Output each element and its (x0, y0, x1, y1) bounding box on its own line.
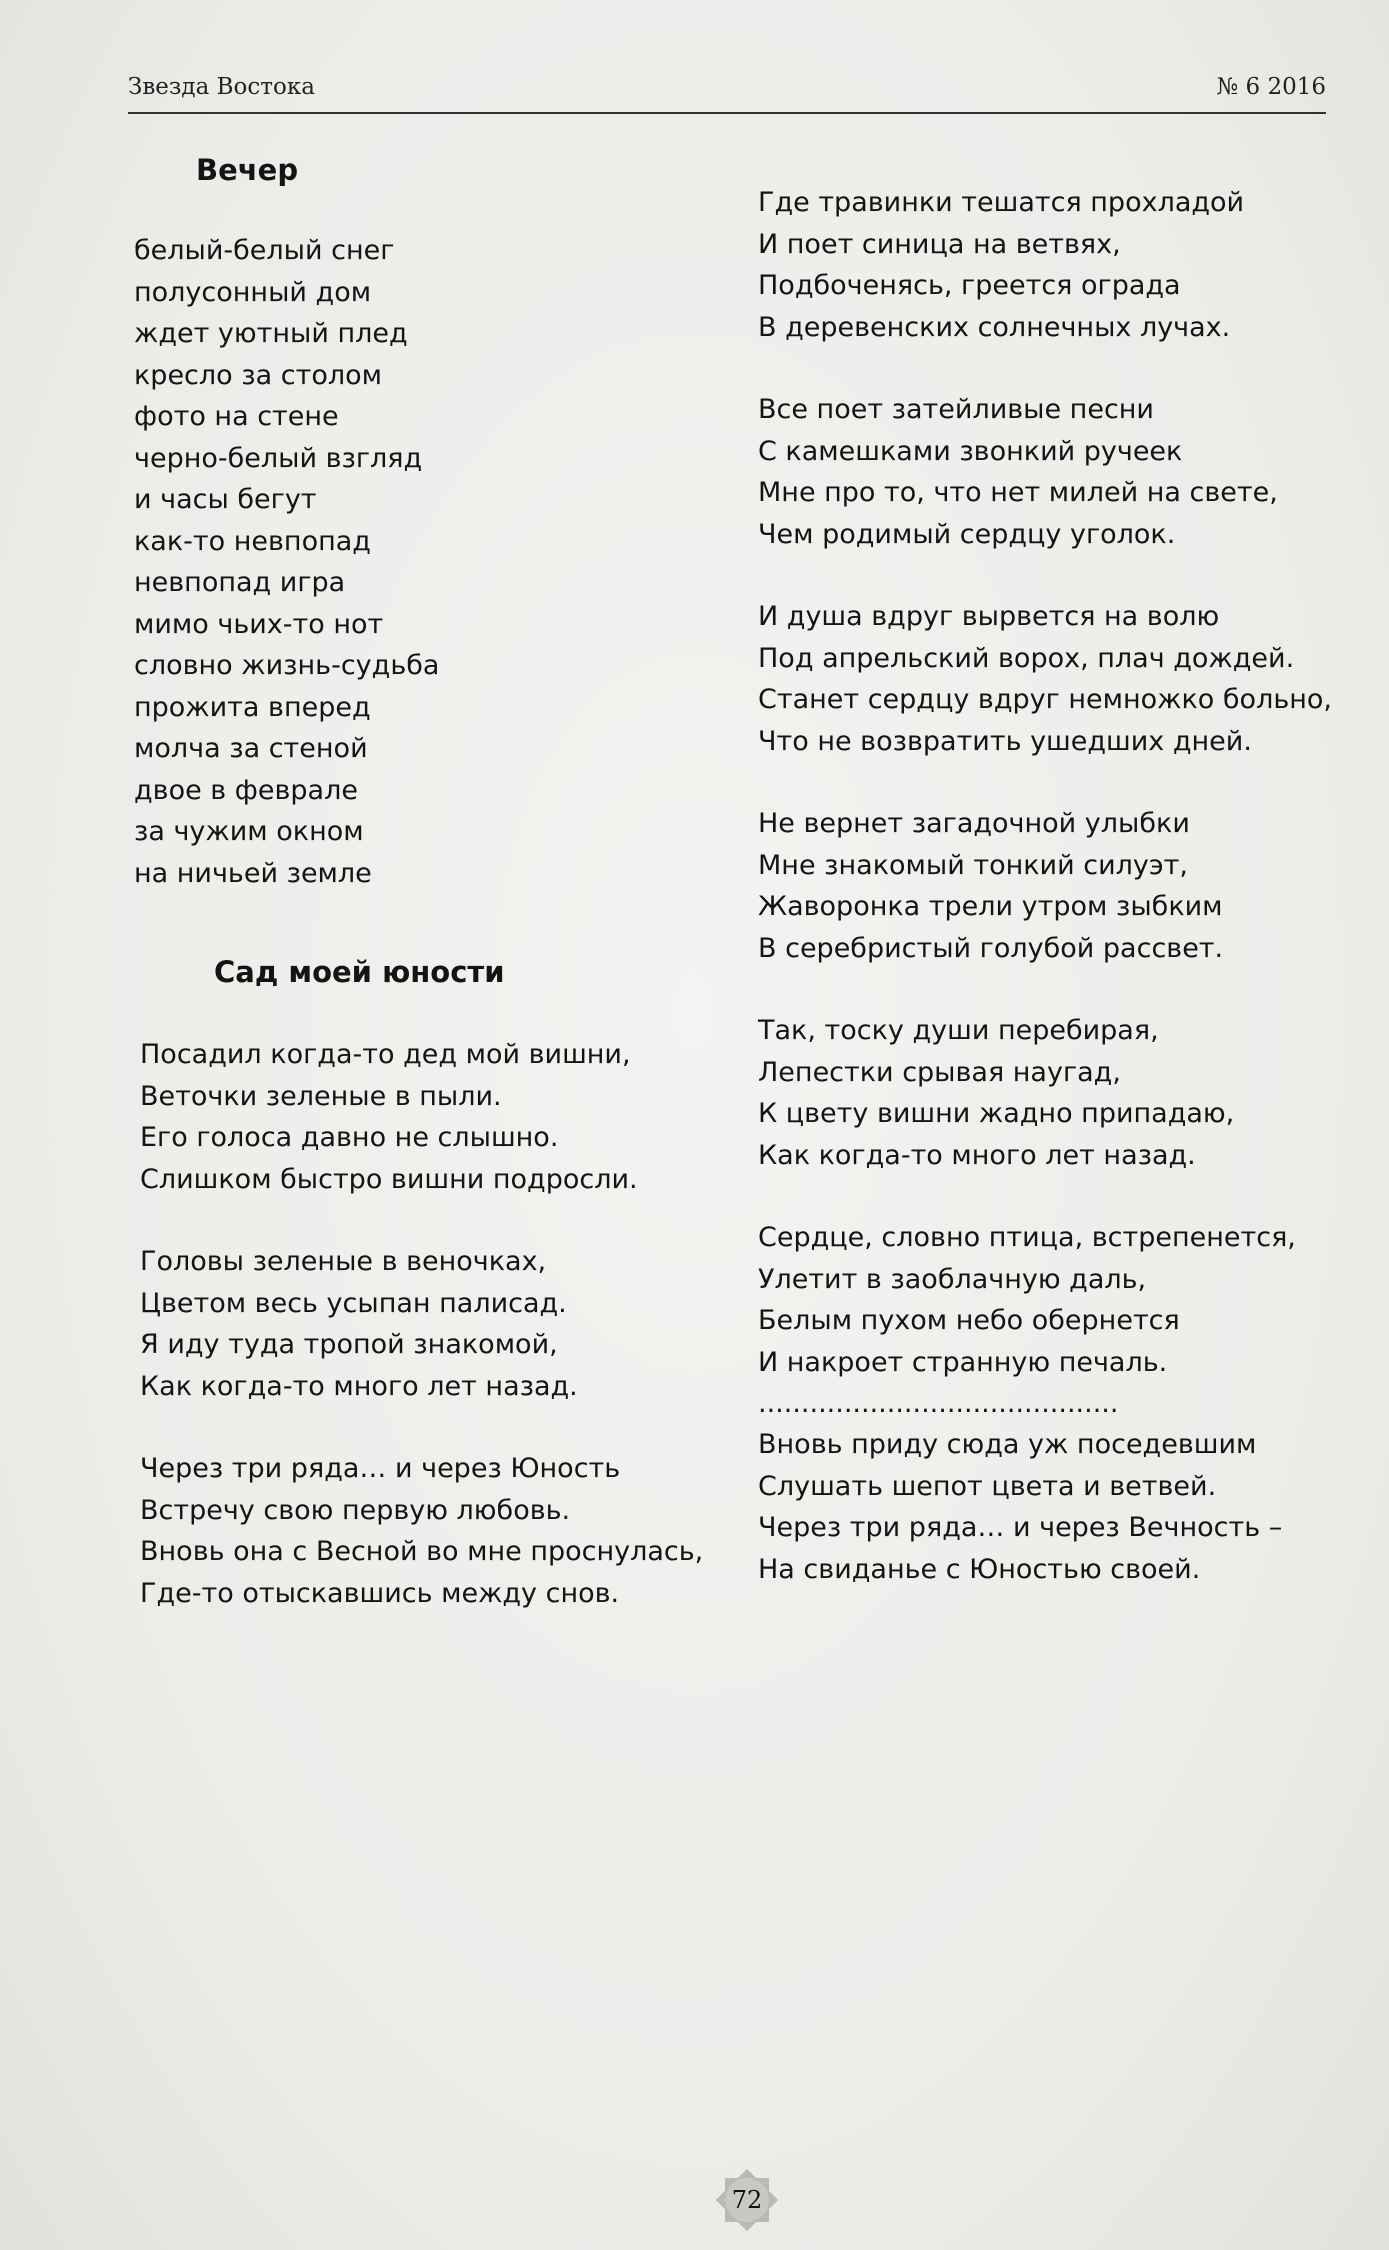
stanza (758, 596, 1358, 762)
poem-line: мимо чьих-то нот (134, 608, 384, 640)
stanza (758, 1217, 1358, 1383)
poem-line: и часы бегут (134, 484, 317, 515)
poem-evening (134, 148, 694, 894)
stanza (758, 1424, 1358, 1590)
poem-line: Как когда-то много лет назад. (140, 1370, 578, 1402)
page-number: 72 (731, 2186, 763, 2214)
poem-line: Сердце, словно птица, встрепенется, (758, 1222, 1296, 1253)
poem-line: В деревенских солнечных лучах. (758, 311, 1231, 343)
poem-line: Слишком быстро вишни подросли. (140, 1163, 638, 1195)
poem-line: Станет сердцу вдруг немножко больно, (758, 684, 1333, 715)
poem-line: К цвету вишни жадно припадаю, (758, 1098, 1235, 1129)
poem-line: Головы зеленые в веночках, (140, 1246, 547, 1277)
poem-line: невпопад игра (134, 567, 346, 598)
poem-line: Улетит в заоблачную даль, (758, 1263, 1147, 1295)
poem-line: Где-то отыскавшись между снов. (140, 1577, 620, 1609)
poem-line: ждет уютный плед (134, 318, 408, 349)
poem-line: Вновь приду сюда уж поседевшим (758, 1429, 1257, 1460)
poem-line: Что не возвратить ушедших дней. (758, 725, 1252, 757)
journal-title: Звезда Востока (128, 74, 315, 100)
poem-line: кресло за столом (134, 359, 382, 391)
poem-line: за чужим окном (134, 816, 364, 847)
stanza (758, 389, 1358, 555)
poem-line: белый-белый снег (134, 235, 395, 266)
poem-line: Цветом весь усыпан палисад. (140, 1287, 567, 1319)
poem-line: Подбоченясь, греется ограда (758, 270, 1181, 301)
poem-line: двое в феврале (134, 774, 358, 806)
poem-line: Встречу свою первую любовь. (140, 1494, 571, 1526)
stanza (758, 1010, 1358, 1176)
stanza (758, 182, 1358, 348)
poem-line: Жаворонка трели утром зыбким (758, 891, 1223, 922)
poem-line: Не вернет загадочной улыбки (758, 808, 1190, 839)
poem-line: Где травинки тешатся прохладой (758, 187, 1245, 218)
poem-line: Мне про то, что нет милей на свете, (758, 477, 1278, 508)
poem-title: Вечер (196, 153, 299, 187)
poem-line: В серебристый голубой рассвет. (758, 932, 1224, 964)
poem-line: Вновь она с Весной во мне проснулась, (140, 1536, 704, 1567)
poem-line: С камешками звонкий ручеек (758, 435, 1183, 467)
running-header (128, 70, 1326, 114)
poem-line: прожита вперед (134, 691, 371, 723)
poem-title: Сад моей юности (214, 955, 505, 989)
poem-line: Чем родимый сердцу уголок. (758, 518, 1176, 550)
poem-line: Слушать шепот цвета и ветвей. (758, 1470, 1217, 1502)
poem-line: на ничьей земле (134, 857, 372, 889)
poem-line: Белым пухом небо обернется (758, 1305, 1180, 1336)
poem-line: Мне знакомый тонкий силуэт, (758, 849, 1188, 881)
poem-line: как-то невпопад (134, 525, 371, 557)
issue-number: № 6 2016 (1216, 74, 1326, 100)
poem-line: фото на стене (134, 401, 339, 432)
poem-line: На свиданье с Юностью своей. (758, 1553, 1201, 1585)
stanza (758, 803, 1358, 969)
poem-line: Через три ряда… и через Вечность – (758, 1512, 1283, 1543)
poem-line: Под апрельский ворох, плач дождей. (758, 642, 1295, 674)
stanza (140, 1448, 740, 1614)
stanza-separator: .......................................... (758, 1388, 1119, 1419)
poem-line: Все поет затейливые песни (758, 394, 1154, 425)
poem-garden-right (758, 182, 1358, 1590)
poem-line: Как когда-то много лет назад. (758, 1139, 1196, 1171)
poem-garden-left (140, 950, 740, 1614)
poem-line: Посадил когда-то дед мой вишни, (140, 1039, 631, 1070)
poem-line: полусонный дом (134, 276, 372, 308)
poem-line: И накроет странную печаль. (758, 1346, 1168, 1378)
poem-lines (134, 230, 694, 894)
poem-line: словно жизнь-судьба (134, 650, 440, 681)
stanza (140, 1241, 740, 1407)
poem-line: Через три ряда… и через Юность (140, 1453, 621, 1484)
page-number-badge (711, 2164, 783, 2236)
poem-line: Веточки зеленые в пыли. (140, 1080, 502, 1112)
poem-line: молча за стеной (134, 733, 368, 764)
poem-line: И поет синица на ветвях, (758, 228, 1121, 260)
poem-line: Его голоса давно не слышно. (140, 1122, 559, 1153)
poem-line: Лепестки срывая наугад, (758, 1056, 1121, 1088)
poem-line: И душа вдруг вырвется на волю (758, 601, 1220, 632)
poem-line: Я иду туда тропой знакомой, (140, 1329, 558, 1360)
stanza (140, 1034, 740, 1200)
poem-line: черно-белый взгляд (134, 442, 423, 474)
poem-line: Так, тоску души перебирая, (758, 1015, 1159, 1046)
